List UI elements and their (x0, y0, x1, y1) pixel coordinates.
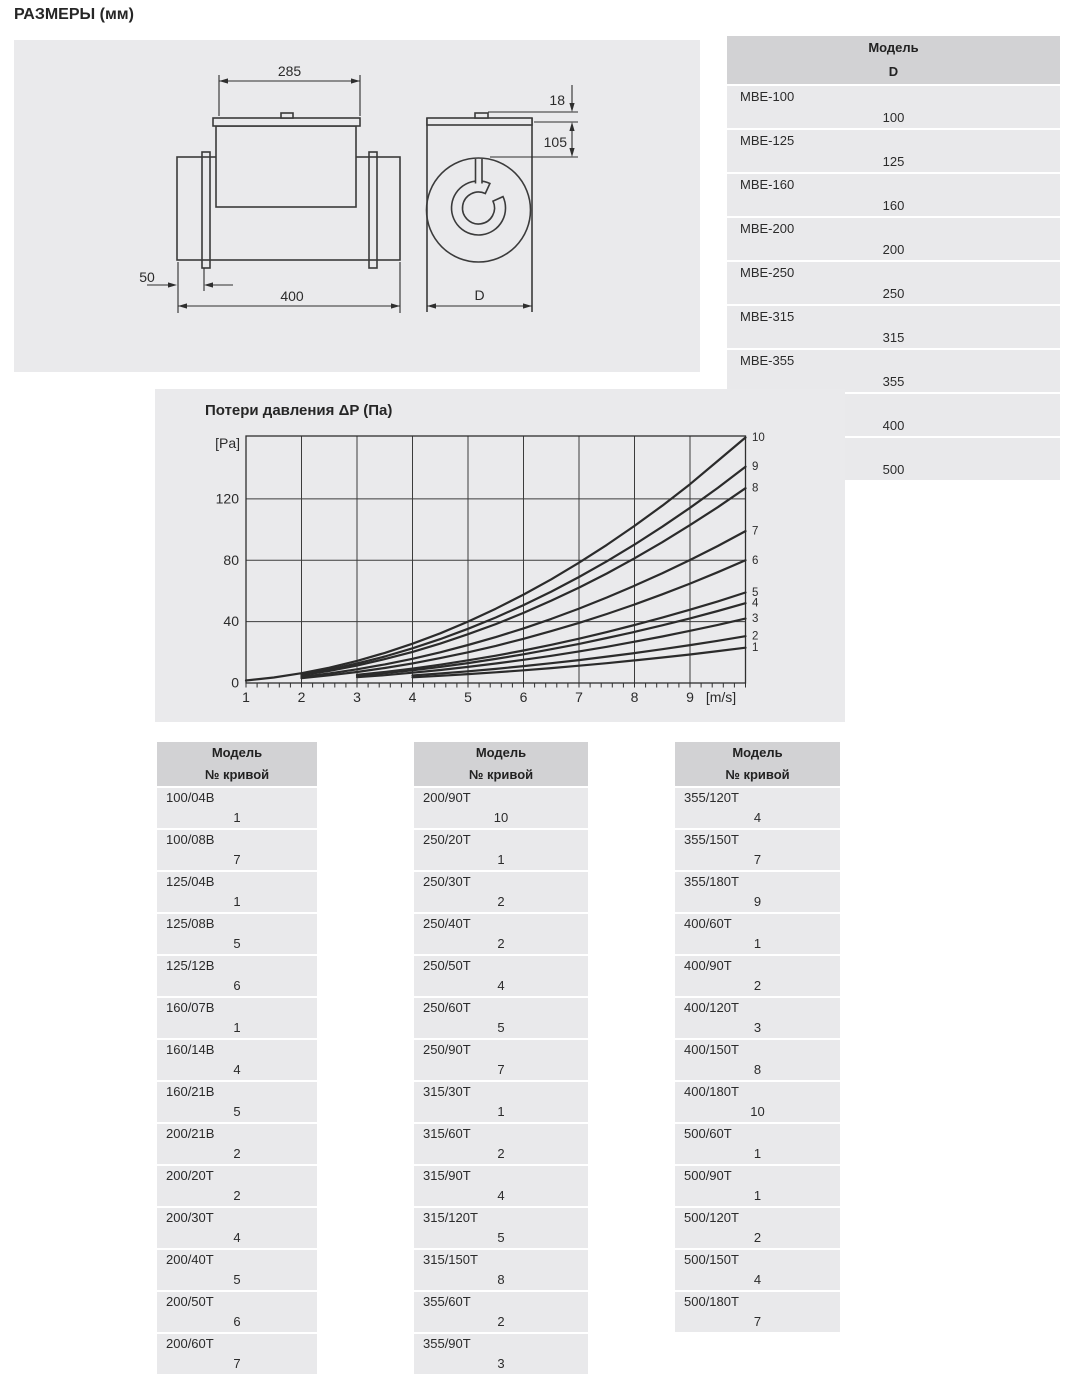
table-row (414, 1334, 588, 1374)
table-cell: 2 (157, 1144, 317, 1164)
table-row (157, 1124, 317, 1164)
x-tick-label: 1 (242, 689, 250, 705)
table-row (157, 788, 317, 828)
curve-label-10: 10 (752, 432, 765, 445)
table-cell: 4 (414, 1186, 588, 1206)
table-row (414, 956, 588, 996)
table-row (157, 872, 317, 912)
curve-label-5: 5 (752, 586, 759, 599)
y-axis-unit-label: [Pa] (215, 435, 240, 451)
table-cell: 355/180T (675, 872, 840, 892)
table-cell: 200/21B (157, 1124, 317, 1144)
table-cell: 355/120T (675, 788, 840, 808)
table-cell: 2 (675, 1228, 840, 1248)
table-cell: 5 (414, 1228, 588, 1248)
terminal-box (216, 126, 356, 207)
x-axis-unit-label: [m/s] (705, 689, 737, 705)
x-tick-label: 7 (575, 689, 583, 705)
table-row (675, 914, 840, 954)
table-row (727, 218, 1060, 260)
table-row (414, 1208, 588, 1248)
table-row (157, 914, 317, 954)
table-row (157, 1334, 317, 1374)
table-row (414, 998, 588, 1038)
table-cell: 4 (675, 808, 840, 828)
table-cell: 1 (157, 1018, 317, 1038)
table-cell: 315/60T (414, 1124, 588, 1144)
dim-label-D: D (474, 287, 485, 303)
table-cell: 200/60T (157, 1334, 317, 1354)
table-header-row (414, 742, 588, 786)
table-header-cell: Модель (727, 36, 1060, 60)
curve-line-10 (246, 438, 746, 681)
table-cell: 1 (675, 1186, 840, 1206)
table-row (414, 1250, 588, 1290)
table-cell: 400 (727, 415, 1060, 436)
table-row (157, 1250, 317, 1290)
table-cell: MBE-160 (727, 174, 1060, 195)
table-cell: 125/12B (157, 956, 317, 976)
table-cell: 9 (675, 892, 840, 912)
dimensions-drawing-panel (14, 40, 700, 372)
table-cell: 315/120T (414, 1208, 588, 1228)
table-cell: 1 (675, 1144, 840, 1164)
table-cell: 7 (414, 1060, 588, 1080)
curve-label-4: 4 (752, 597, 759, 610)
table-cell: 355/150T (675, 830, 840, 850)
table-cell: 250/40T (414, 914, 588, 934)
curve-label-3: 3 (752, 613, 759, 626)
table-header-row (675, 742, 840, 786)
table-row (157, 1292, 317, 1332)
table-cell: 250/20T (414, 830, 588, 850)
table-cell: 5 (157, 934, 317, 954)
table-cell: MBE-355 (727, 350, 1060, 371)
table-cell: 315/30T (414, 1082, 588, 1102)
dimension-285 (219, 63, 360, 116)
table-cell: 7 (157, 850, 317, 870)
table-cell: 2 (414, 1144, 588, 1164)
table-cell: 8 (675, 1060, 840, 1080)
table-row (157, 998, 317, 1038)
page-title: РАЗМЕРЫ (мм) (14, 6, 134, 23)
front-view-drawing (427, 113, 533, 312)
curve-label-9: 9 (752, 461, 759, 474)
table-cell: 2 (414, 1312, 588, 1332)
y-tick-label: 120 (215, 490, 239, 507)
x-tick-label: 4 (408, 689, 417, 705)
dimension-400 (178, 262, 400, 313)
table-row (675, 788, 840, 828)
table-cell: 315/150T (414, 1250, 588, 1270)
table-row (414, 1124, 588, 1164)
table-cell: 160/07B (157, 998, 317, 1018)
dimension-105 (490, 122, 578, 157)
table-cell: 1 (414, 850, 588, 870)
side-view-drawing (177, 113, 400, 268)
table-row (675, 1040, 840, 1080)
table-cell: 125/04B (157, 872, 317, 892)
table-cell: 100 (727, 107, 1060, 128)
table-row (414, 788, 588, 828)
table-cell: 400/120T (675, 998, 840, 1018)
curve-label-7: 7 (752, 525, 759, 538)
table-cell: 2 (157, 1186, 317, 1206)
table-row (727, 86, 1060, 128)
table-cell: MBE-100 (727, 86, 1060, 107)
table-cell: 8 (414, 1270, 588, 1290)
table-cell: 100/08B (157, 830, 317, 850)
table-cell: 5 (157, 1102, 317, 1122)
table-cell: 2 (414, 934, 588, 954)
front-lid-handle (475, 113, 488, 118)
y-tick-label: 80 (223, 551, 239, 568)
dim-label-105: 105 (543, 134, 567, 150)
table-cell: 200/40T (157, 1250, 317, 1270)
table-cell: 400/90T (675, 956, 840, 976)
table-row (727, 174, 1060, 216)
table-cell: 5 (414, 1018, 588, 1038)
table-row (675, 1208, 840, 1248)
table-row (157, 1082, 317, 1122)
table-header-cell: № кривой (675, 764, 840, 786)
table-cell: 1 (414, 1102, 588, 1122)
table-cell: 400/150T (675, 1040, 840, 1060)
table-cell: 6 (157, 976, 317, 996)
terminal-box-lid (213, 118, 360, 126)
table-row (675, 1124, 840, 1164)
table-cell: 7 (675, 1312, 840, 1332)
table-cell: MBE-250 (727, 262, 1060, 283)
table-cell: 125/08B (157, 914, 317, 934)
table-cell: 2 (414, 892, 588, 912)
table-row (414, 1082, 588, 1122)
table-row (727, 262, 1060, 304)
dim-label-50: 50 (139, 269, 155, 285)
table-row (675, 1292, 840, 1332)
table-row (675, 1082, 840, 1122)
table-header-cell: D (727, 60, 1060, 84)
table-cell: 3 (414, 1354, 588, 1374)
table-cell: 160/14B (157, 1040, 317, 1060)
table-cell: 315 (727, 327, 1060, 348)
table-cell: 355/90T (414, 1334, 588, 1354)
table-cell: 200 (727, 239, 1060, 260)
flange-left (202, 152, 210, 268)
table-row (675, 998, 840, 1038)
table-cell: 4 (157, 1228, 317, 1248)
table-cell: 400/60T (675, 914, 840, 934)
table-row (157, 1208, 317, 1248)
table-cell: 250/50T (414, 956, 588, 976)
dimension-18 (488, 85, 578, 122)
front-cover-band (427, 118, 532, 125)
dim-label-285: 285 (277, 63, 302, 79)
dim-label-18: 18 (549, 92, 565, 108)
x-tick-label: 2 (297, 689, 306, 705)
table-cell: 250/90T (414, 1040, 588, 1060)
chart-title: Потери давления ΔP (Па) (205, 402, 393, 419)
x-tick-label: 3 (353, 689, 361, 705)
table-cell: 500/90T (675, 1166, 840, 1186)
table-cell: 250/30T (414, 872, 588, 892)
table-cell: 5 (157, 1270, 317, 1290)
table-row (675, 1166, 840, 1206)
flange-right (369, 152, 377, 268)
table-cell: 7 (675, 850, 840, 870)
table-header-cell: Модель (675, 742, 840, 764)
lid-handle (281, 113, 293, 118)
table-cell: 200/20T (157, 1166, 317, 1186)
curve-label-8: 8 (752, 482, 759, 495)
table-row (157, 956, 317, 996)
table-cell: 355 (727, 371, 1060, 392)
y-tick-label: 40 (223, 613, 239, 630)
table-cell: 250/60T (414, 998, 588, 1018)
table-cell: MBE-315 (727, 306, 1060, 327)
table-cell: 3 (675, 1018, 840, 1038)
table-row (414, 1040, 588, 1080)
table-row (675, 872, 840, 912)
dim-label-400: 400 (280, 288, 304, 304)
table-cell: 125 (727, 151, 1060, 172)
table-cell: 500 (727, 459, 1060, 480)
table-cell: 500/60T (675, 1124, 840, 1144)
table-cell: 500/120T (675, 1208, 840, 1228)
table-header-cell: Модель (157, 742, 317, 764)
curve-line-4 (357, 603, 746, 676)
table-cell: 1 (157, 892, 317, 912)
element-stem-fill (476, 160, 482, 184)
table-cell: 2 (675, 976, 840, 996)
dimension-D (427, 287, 532, 309)
table-cell: 250 (727, 283, 1060, 304)
table-cell: 6 (157, 1312, 317, 1332)
table-row (414, 872, 588, 912)
table-row (675, 956, 840, 996)
table-cell: 500/150T (675, 1250, 840, 1270)
x-tick-label: 9 (686, 689, 694, 705)
table-cell: MBE-200 (727, 218, 1060, 239)
curve-table-1 (157, 742, 317, 1376)
table-row (157, 1166, 317, 1206)
pressure-loss-chart (155, 389, 845, 722)
table-row (414, 914, 588, 954)
table-cell: 10 (414, 808, 588, 828)
table-row (727, 306, 1060, 348)
table-header-cell: № кривой (414, 764, 588, 786)
x-tick-label: 5 (464, 689, 472, 705)
table-cell: 1 (157, 808, 317, 828)
table-row (727, 130, 1060, 172)
table-row (414, 1292, 588, 1332)
y-tick-label: 0 (231, 674, 239, 691)
table-cell: 1 (675, 934, 840, 954)
table-cell: 500/180T (675, 1292, 840, 1312)
table-row (157, 1040, 317, 1080)
table-row (727, 350, 1060, 392)
table-cell: 400/180T (675, 1082, 840, 1102)
curve-table-2 (414, 742, 588, 1376)
table-cell: 100/04B (157, 788, 317, 808)
table-cell: 200/90T (414, 788, 588, 808)
table-header-cell: Модель (414, 742, 588, 764)
table-row (675, 830, 840, 870)
curve-table-3 (675, 742, 840, 1334)
table-cell: 200/50T (157, 1292, 317, 1312)
pressure-loss-chart-panel (155, 389, 845, 722)
curve-label-2: 2 (752, 630, 759, 643)
table-cell: 10 (675, 1102, 840, 1122)
curve-label-1: 1 (752, 642, 759, 655)
table-cell: 4 (414, 976, 588, 996)
table-cell: 160 (727, 195, 1060, 216)
table-cell: 160/21B (157, 1082, 317, 1102)
table-row (157, 830, 317, 870)
duct-heater-dimension-drawing (14, 40, 700, 372)
table-cell: 200/30T (157, 1208, 317, 1228)
table-header-cell: № кривой (157, 764, 317, 786)
table-cell: 315/90T (414, 1166, 588, 1186)
table-cell: 355/60T (414, 1292, 588, 1312)
table-header-row (157, 742, 317, 786)
table-header-row (727, 36, 1060, 84)
dimension-50 (139, 268, 233, 291)
table-row (414, 1166, 588, 1206)
table-cell: 4 (675, 1270, 840, 1290)
table-cell: 4 (157, 1060, 317, 1080)
table-row (414, 830, 588, 870)
table-cell: MBE-125 (727, 130, 1060, 151)
table-row (675, 1250, 840, 1290)
x-tick-label: 8 (630, 689, 639, 705)
curve-label-6: 6 (752, 554, 759, 567)
x-tick-label: 6 (519, 689, 528, 705)
table-cell: 7 (157, 1354, 317, 1374)
